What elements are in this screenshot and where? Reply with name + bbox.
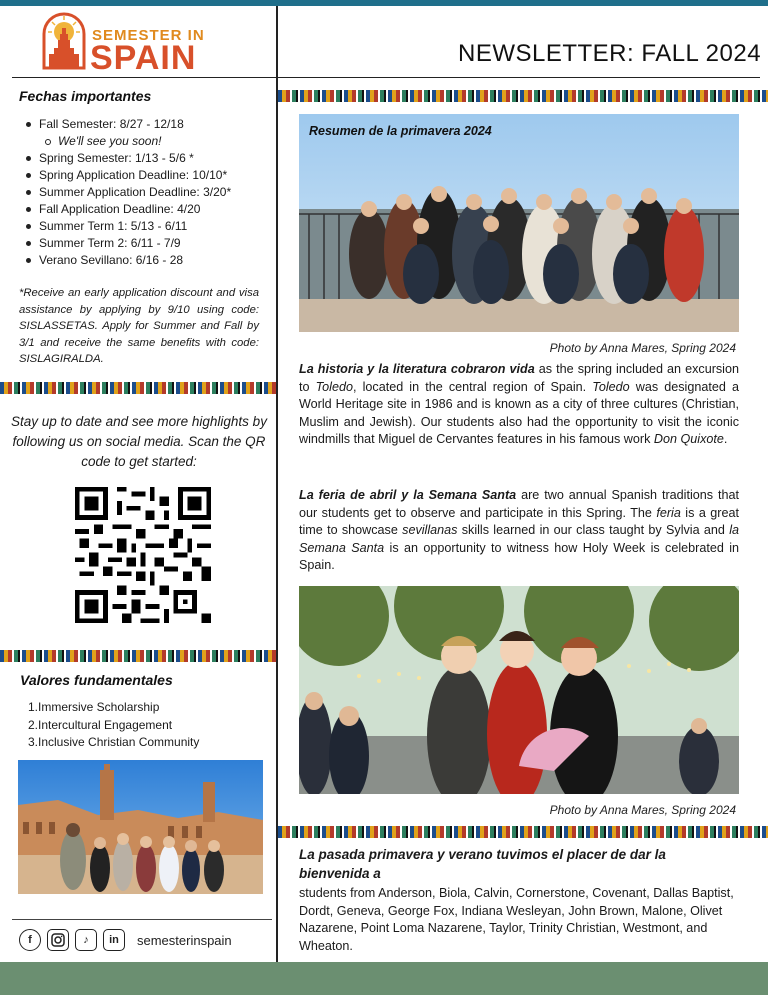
- social-handle[interactable]: semesterinspain: [137, 932, 232, 948]
- footer-accent-bar: [0, 962, 768, 995]
- qr-code[interactable]: [75, 486, 211, 624]
- linkedin-icon[interactable]: in: [103, 929, 125, 951]
- text-italic: la Semana Santa: [299, 523, 739, 555]
- text-italic: Don Quixote: [653, 432, 724, 447]
- header-rule: [12, 77, 760, 78]
- instagram-icon[interactable]: [47, 929, 69, 951]
- social-cta: Stay up to date and see more highlights by following us on social media. Scan the QR code to get started:: [11, 414, 267, 469]
- list-item: Fall Semester: 8/27 - 12/18: [24, 116, 274, 133]
- text-italic: Toledo: [592, 379, 630, 394]
- photo-caption: Resumen de la primavera 2024: [309, 124, 492, 138]
- list-item: Summer Term 2: 6/11 - 7/9: [24, 235, 274, 252]
- paragraph-history: [299, 361, 739, 449]
- top-accent-bar: [0, 0, 768, 6]
- welcome-schools: students from Anderson, Biola, Calvin, Cornerstone, Covenant, Dallas Baptist, Dordt, Geneva, George Fox, Indiana Wesleyan, John Brown, Malone, Olivet Nazarene, Point Loma Nazarene, Taylor, Trinity Christian, Westmont, and Wheaton.: [299, 886, 734, 953]
- list-item: Summer Application Deadline: 3/20*: [24, 184, 274, 201]
- list-item: Spring Semester: 1/13 - 5/6 *: [24, 150, 274, 167]
- list-item: Summer Term 1: 5/13 - 6/11: [24, 218, 274, 235]
- text-span: as the spring included an excursion to: [299, 362, 739, 394]
- logo-tagline: SEMESTER IN: [92, 27, 205, 44]
- tiktok-icon[interactable]: ♪: [75, 929, 97, 951]
- tile-divider: [0, 382, 276, 394]
- list-item: 3.Inclusive Christian Community: [28, 735, 200, 749]
- column-divider: [276, 6, 278, 995]
- welcome-heading: La pasada primavera y verano tuvimos el placer de dar la bienvenida a: [299, 847, 666, 881]
- text-span: , located in the central region of Spain.: [352, 379, 593, 394]
- tile-divider: [278, 90, 768, 102]
- paragraph-lead: La historia y la literatura cobraron vida: [299, 362, 535, 376]
- facebook-icon[interactable]: f: [19, 929, 41, 951]
- list-subitem: We'll see you soon!: [24, 133, 274, 150]
- dates-list: [24, 116, 274, 269]
- photo-credit: Photo by Anna Mares, Spring 2024: [549, 341, 736, 355]
- photo-credit: Photo by Anna Mares, Spring 2024: [549, 803, 736, 817]
- text-span: is an opportunity to witness how Holy Week is celebrated in Spain.: [299, 540, 739, 573]
- page-title: NEWSLETTER: FALL 2024: [458, 40, 762, 67]
- list-item: Verano Sevillano: 6/16 - 28: [24, 252, 274, 269]
- footer-rule: [12, 919, 272, 920]
- text-span: .: [723, 432, 728, 447]
- group-photo-spring: [299, 114, 739, 332]
- tile-divider: [0, 650, 276, 662]
- logo-wordmark: SPAIN: [90, 39, 197, 77]
- brand-logo: [40, 10, 240, 77]
- social-links: [19, 929, 232, 951]
- text-span: skills learned in our class taught by Sylvia and: [457, 523, 730, 538]
- values-heading: Valores fundamentales: [20, 672, 173, 688]
- feria-photo: [299, 586, 739, 794]
- cathedral-arch-icon: [40, 10, 88, 70]
- text-span: is a great time to showcase: [299, 505, 739, 538]
- paragraph-feria: [299, 487, 739, 575]
- text-italic: sevillanas: [402, 523, 458, 538]
- list-item: Spring Application Deadline: 10/10*: [24, 167, 274, 184]
- list-item: 2.Intercultural Engagement: [28, 717, 173, 732]
- text-italic: feria: [656, 505, 681, 520]
- tile-divider: [278, 826, 768, 838]
- values-list: [28, 699, 199, 752]
- text-italic: Toledo: [315, 379, 353, 394]
- list-item: Fall Application Deadline: 4/20: [24, 201, 274, 218]
- text-span: was designated a World Heritage site in 1986 and is known as a city of three cultures (Christian, Muslim and Jewish). Our students also had the opportunity to visit the iconic windmills that Miguel de Cervantes features in his famous work: [299, 379, 739, 447]
- discount-note: *Receive an early application discount and visa assistance by applying by 9/10 using code: SISLASSETAS. Apply for Summer and Fall by 3/1 and receive the same benefits with code: SISLAGIRALDA.: [19, 287, 259, 365]
- dates-heading: Fechas importantes: [19, 88, 152, 104]
- group-photo-plaza: [18, 760, 263, 894]
- text-span: are two annual Spanish traditions that our students get to observe and participate in this Spring. The: [299, 488, 739, 520]
- paragraph-lead: La feria de abril y la Semana Santa: [299, 488, 517, 502]
- list-item: 1.Immersive Scholarship: [28, 700, 160, 714]
